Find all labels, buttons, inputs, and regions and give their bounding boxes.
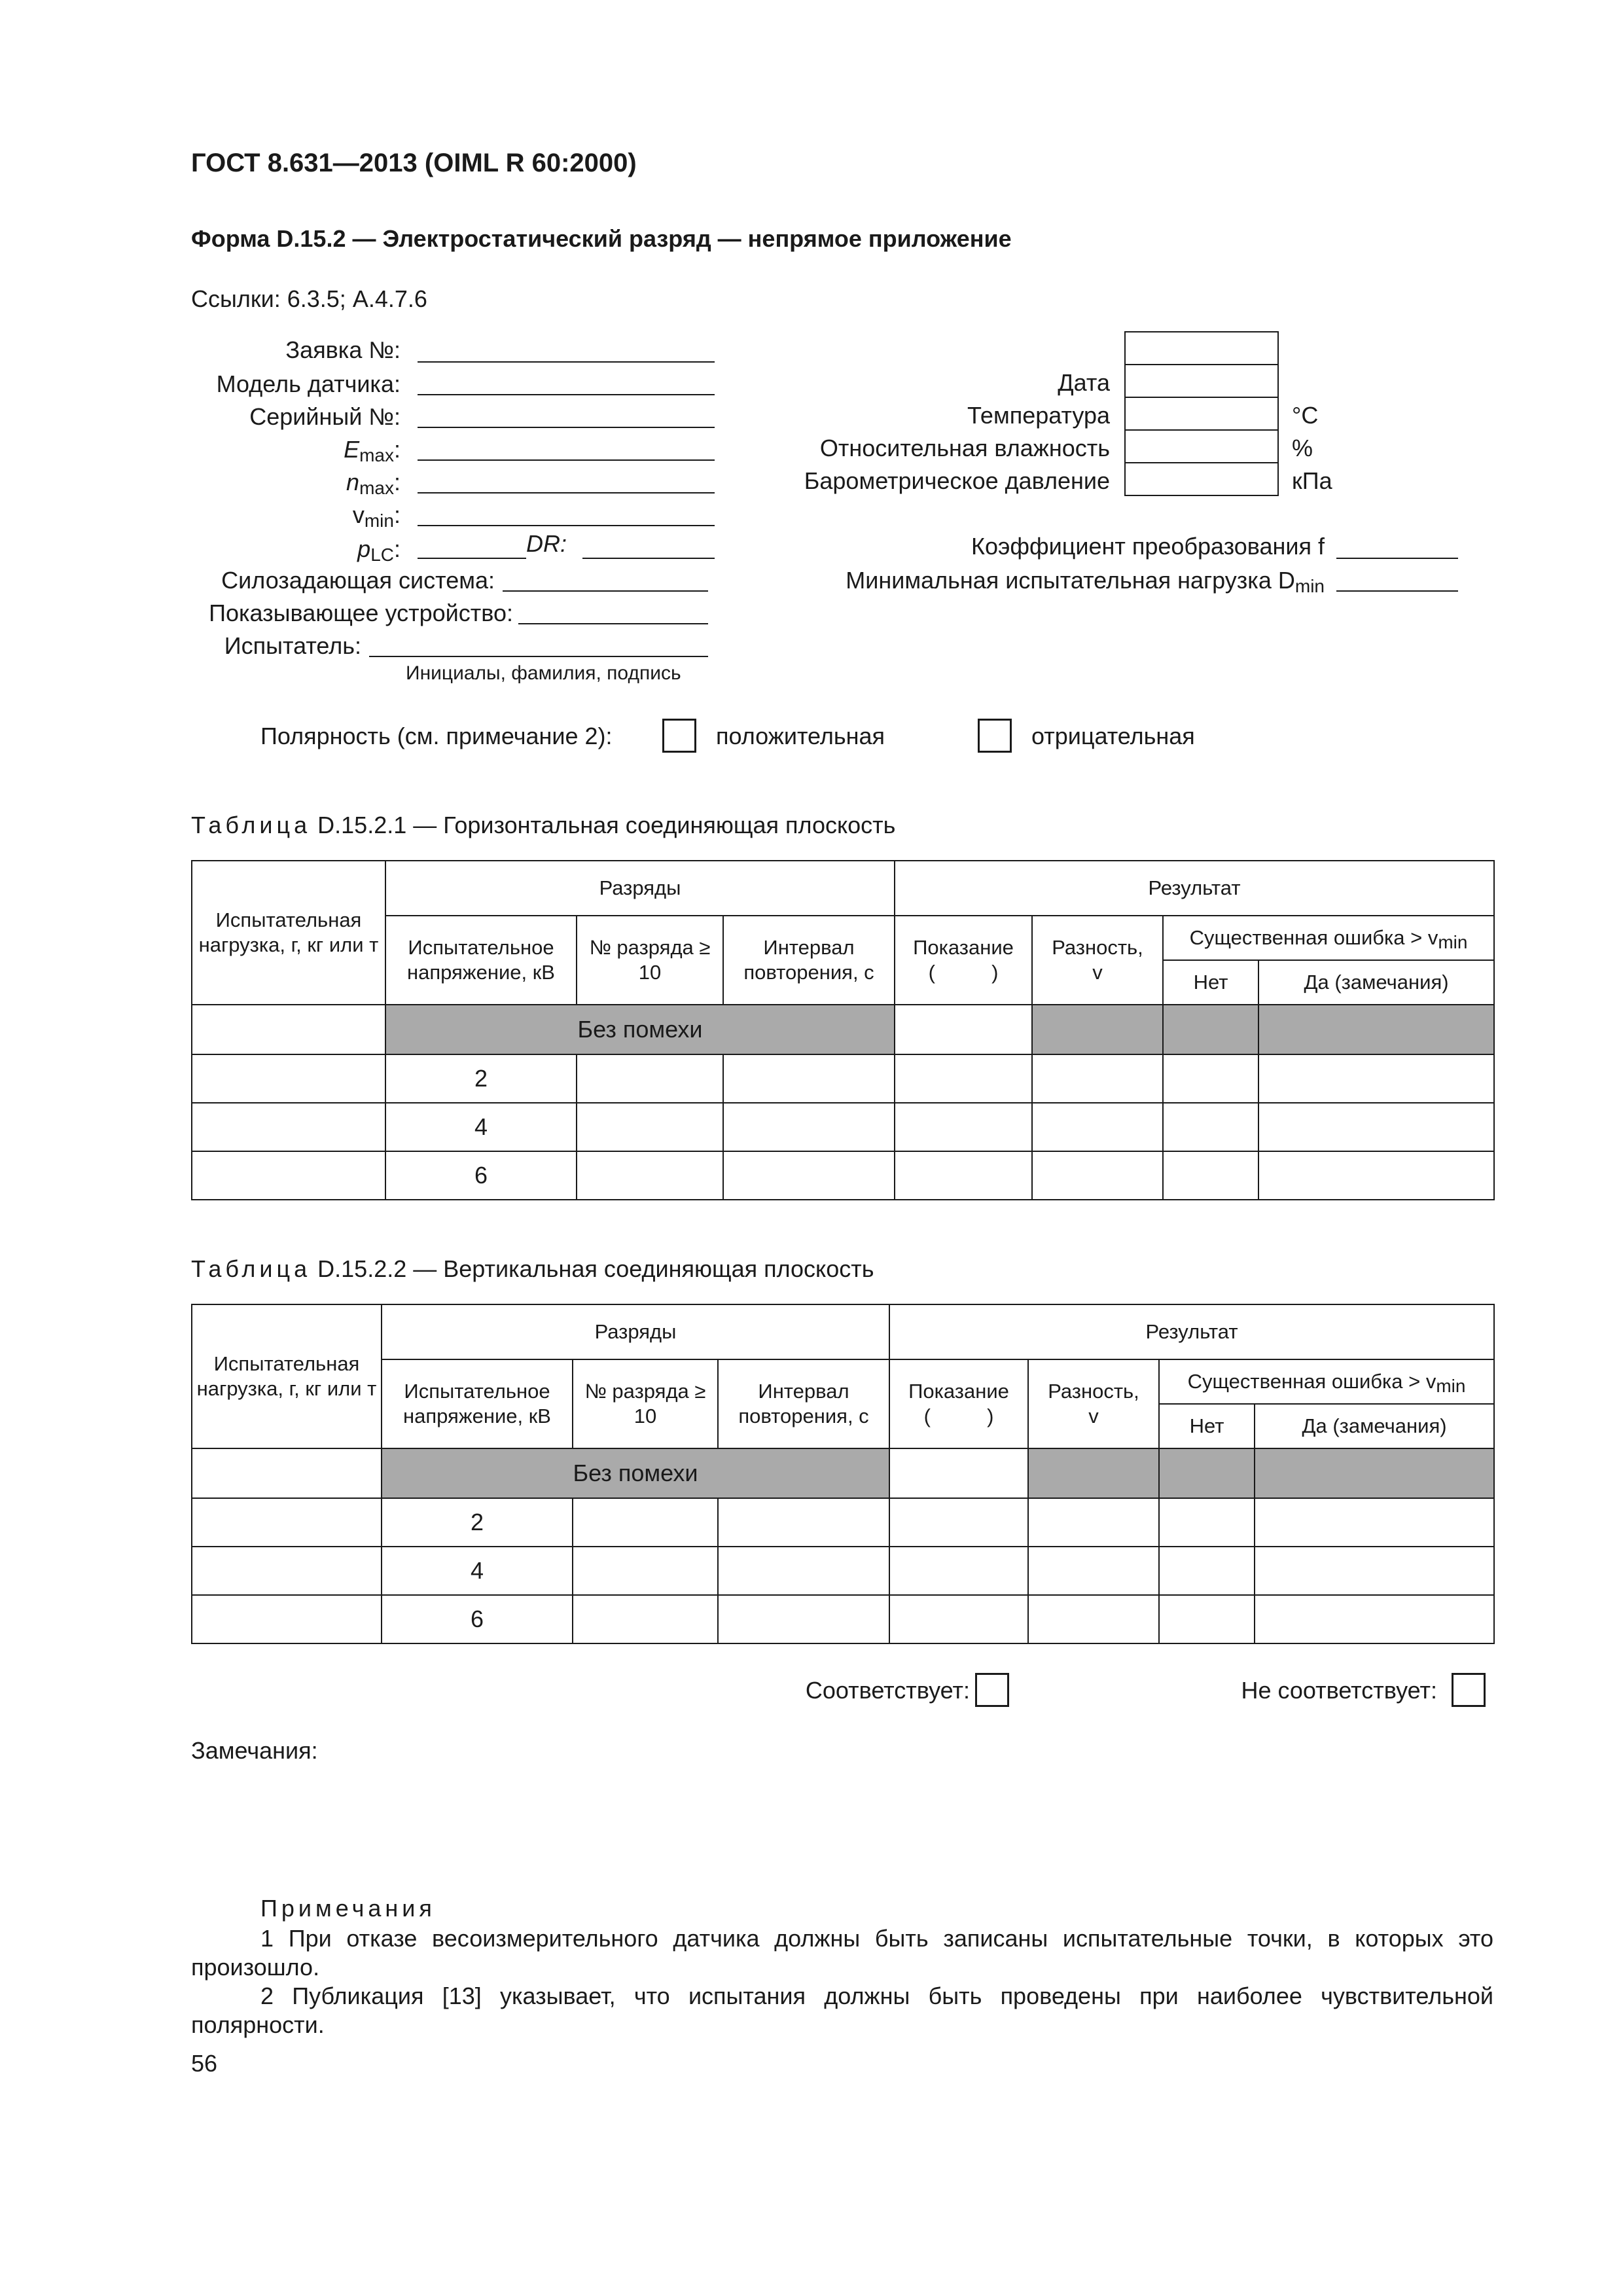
negative-label: отрицательная bbox=[1031, 723, 1195, 749]
notes-body bbox=[191, 1924, 1493, 2039]
force-system-label: Силозадающая система: bbox=[221, 567, 495, 594]
table-cell[interactable] bbox=[718, 1595, 889, 1643]
row-label: 4 bbox=[385, 1103, 577, 1151]
positive-checkbox[interactable] bbox=[662, 719, 696, 753]
plc-field[interactable] bbox=[418, 558, 526, 559]
table-row bbox=[192, 1547, 1494, 1595]
humidity-unit: % bbox=[1292, 435, 1313, 461]
notes-title: Примечания bbox=[260, 1895, 436, 1922]
table-cell[interactable] bbox=[1255, 1498, 1494, 1547]
table-cell[interactable] bbox=[573, 1498, 718, 1547]
table-cell[interactable] bbox=[1258, 1151, 1494, 1200]
row-label: 2 bbox=[382, 1498, 573, 1547]
indicator-field[interactable] bbox=[518, 623, 708, 624]
tester-field[interactable] bbox=[369, 656, 708, 657]
not-conforms-checkbox[interactable] bbox=[1452, 1673, 1486, 1707]
indicator-label: Показывающее устройство: bbox=[209, 600, 513, 626]
note-2-cont: полярности. bbox=[191, 2011, 325, 2038]
no-interference-row: Без помехи bbox=[385, 1005, 895, 1054]
table-cell[interactable] bbox=[1032, 1103, 1163, 1151]
tester-caption: Инициалы, фамилия, подпись bbox=[406, 662, 681, 684]
no-interference-row: Без помехи bbox=[382, 1448, 889, 1498]
table-cell[interactable] bbox=[1163, 1103, 1258, 1151]
table-cell[interactable] bbox=[895, 1151, 1032, 1200]
min-load-field[interactable] bbox=[1336, 590, 1458, 592]
header-discharges: Разряды bbox=[382, 1304, 889, 1359]
table-cell[interactable] bbox=[889, 1498, 1028, 1547]
table-cell[interactable] bbox=[1028, 1547, 1159, 1595]
positive-label: положительная bbox=[716, 723, 885, 749]
serial-field[interactable] bbox=[418, 427, 715, 428]
table-cell[interactable] bbox=[723, 1151, 895, 1200]
gray-cell bbox=[1159, 1448, 1255, 1498]
references: Ссылки: 6.3.5; A.4.7.6 bbox=[191, 285, 427, 312]
header-test-voltage: Испытательное напряжение, кВ bbox=[382, 1359, 573, 1448]
coefficient-label: Коэффициент преобразования f bbox=[971, 533, 1325, 560]
table-cell[interactable] bbox=[1028, 1498, 1159, 1547]
table-cell[interactable] bbox=[1032, 1054, 1163, 1103]
table-cell[interactable] bbox=[889, 1595, 1028, 1643]
note-1: 1 При отказе весоизмерительного датчика должны быть записаны испытательные точки, в которых это bbox=[260, 1925, 1493, 1952]
sensor-model-label: Модель датчика: bbox=[216, 370, 401, 397]
header-difference: Разность, v bbox=[1028, 1359, 1159, 1448]
sensor-model-field[interactable] bbox=[418, 394, 715, 395]
header-result: Результат bbox=[889, 1304, 1494, 1359]
table-cell[interactable] bbox=[192, 1498, 382, 1547]
header-discharges: Разряды bbox=[385, 861, 895, 916]
vmin-label: $v_{min}$: bbox=[352, 501, 401, 531]
nmax-field[interactable] bbox=[418, 492, 715, 493]
table-cell[interactable] bbox=[895, 1054, 1032, 1103]
table2-caption: Таблица D.15.2.2 — Вертикальная соединяющая плоскость bbox=[191, 1255, 874, 1282]
header-reading: Показание ( ) bbox=[889, 1359, 1028, 1448]
dr-label: DR: bbox=[526, 530, 567, 557]
table-cell[interactable] bbox=[192, 1595, 382, 1643]
header-no: Нет bbox=[1159, 1404, 1255, 1448]
page-number: 56 bbox=[191, 2050, 218, 2077]
table-row bbox=[192, 1054, 1494, 1103]
table-cell[interactable] bbox=[192, 1547, 382, 1595]
table-row bbox=[192, 1103, 1494, 1151]
table-cell[interactable] bbox=[895, 1103, 1032, 1151]
header-result: Результат bbox=[895, 861, 1494, 916]
humidity-label: Относительная влажность bbox=[819, 435, 1110, 461]
not-conforms-label: Не соответствует: bbox=[1241, 1677, 1437, 1704]
date-label: Дата bbox=[1058, 369, 1110, 396]
table-cell[interactable] bbox=[889, 1448, 1028, 1498]
blank-box bbox=[1124, 331, 1279, 365]
emax-field[interactable] bbox=[418, 459, 715, 461]
negative-checkbox[interactable] bbox=[978, 719, 1012, 753]
table1-caption: Таблица D.15.2.1 — Горизонтальная соединяющая плоскость bbox=[191, 812, 896, 838]
table-cell[interactable] bbox=[192, 1103, 385, 1151]
table-cell[interactable] bbox=[1163, 1151, 1258, 1200]
row-label: 2 bbox=[385, 1054, 577, 1103]
header-test-voltage: Испытательное напряжение, кВ bbox=[385, 916, 577, 1005]
table-cell[interactable] bbox=[1159, 1595, 1255, 1643]
table-cell[interactable] bbox=[573, 1547, 718, 1595]
temperature-box[interactable] bbox=[1124, 397, 1279, 431]
table-cell[interactable] bbox=[1255, 1595, 1494, 1643]
table-row bbox=[192, 1595, 1494, 1643]
table-cell[interactable] bbox=[1032, 1151, 1163, 1200]
table-cell[interactable] bbox=[573, 1595, 718, 1643]
header-no: Нет bbox=[1163, 960, 1258, 1005]
temperature-label: Температура bbox=[967, 402, 1110, 429]
conforms-checkbox[interactable] bbox=[975, 1673, 1009, 1707]
table-cell[interactable] bbox=[1028, 1595, 1159, 1643]
dr-field[interactable] bbox=[582, 558, 715, 559]
table-cell[interactable] bbox=[577, 1103, 723, 1151]
table-cell[interactable] bbox=[718, 1547, 889, 1595]
note-1-cont: произошло. bbox=[191, 1954, 320, 1981]
pressure-unit: кПа bbox=[1292, 467, 1332, 494]
table-cell[interactable] bbox=[718, 1498, 889, 1547]
row-label: 6 bbox=[382, 1595, 573, 1643]
header-discharge-no: № разряда ≥ 10 bbox=[573, 1359, 718, 1448]
coefficient-field[interactable] bbox=[1336, 558, 1458, 559]
table-cell[interactable] bbox=[723, 1054, 895, 1103]
humidity-box[interactable] bbox=[1124, 429, 1279, 463]
table1 bbox=[191, 860, 1495, 1200]
form-title: Форма D.15.2 — Электростатический разряд — непрямое приложение bbox=[191, 225, 1012, 252]
header-test-load: Испытательная нагрузка, г, кг или т bbox=[192, 1304, 382, 1448]
table-row bbox=[192, 1498, 1494, 1547]
standard-title: ГОСТ 8.631—2013 (OIML R 60:2000) bbox=[191, 149, 637, 177]
table-cell[interactable] bbox=[723, 1103, 895, 1151]
header-reading: Показание ( ) bbox=[895, 916, 1032, 1005]
header-significant-error: Существенная ошибка > $v_{min}$ bbox=[1163, 916, 1494, 960]
row-label: 4 bbox=[382, 1547, 573, 1595]
table-cell[interactable] bbox=[1163, 1054, 1258, 1103]
table-cell[interactable] bbox=[1159, 1547, 1255, 1595]
pressure-box[interactable] bbox=[1124, 462, 1279, 496]
gray-cell bbox=[1028, 1448, 1159, 1498]
table-cell[interactable] bbox=[1258, 1103, 1494, 1151]
application-field[interactable] bbox=[418, 361, 715, 363]
nmax-label: $n_{max}$: bbox=[346, 469, 401, 498]
header-test-load: Испытательная нагрузка, г, кг или т bbox=[192, 861, 385, 1005]
table2 bbox=[191, 1304, 1495, 1644]
date-box[interactable] bbox=[1124, 364, 1279, 398]
polarity-label: Полярность (см. примечание 2): bbox=[260, 723, 613, 749]
table-cell[interactable] bbox=[192, 1054, 385, 1103]
note-2: 2 Публикация [13] указывает, что испытания должны быть проведены при наиболее чувствительной bbox=[260, 1982, 1493, 2009]
remarks-label: Замечания: bbox=[191, 1737, 318, 1764]
gray-cell bbox=[1032, 1005, 1163, 1054]
table-cell[interactable] bbox=[192, 1151, 385, 1200]
header-yes: Да (замечания) bbox=[1255, 1404, 1494, 1448]
header-repeat-interval: Интервал повторения, с bbox=[718, 1359, 889, 1448]
serial-label: Серийный №: bbox=[249, 403, 401, 430]
application-label: Заявка №: bbox=[285, 336, 401, 363]
header-significant-error: Существенная ошибка > $v_{min}$ bbox=[1159, 1359, 1494, 1404]
gray-cell bbox=[1163, 1005, 1258, 1054]
table-cell[interactable] bbox=[577, 1151, 723, 1200]
header-repeat-interval: Интервал повторения, с bbox=[723, 916, 895, 1005]
plc-label: $p_{LC}$: bbox=[357, 535, 401, 565]
table-cell[interactable] bbox=[192, 1005, 385, 1054]
temperature-unit: °C bbox=[1292, 402, 1319, 429]
table-cell[interactable] bbox=[1255, 1547, 1494, 1595]
table-cell[interactable] bbox=[577, 1054, 723, 1103]
tester-label: Испытатель: bbox=[224, 632, 361, 659]
min-load-label: Минимальная испытательная нагрузка $D_{min}$ bbox=[846, 567, 1325, 596]
table-cell[interactable] bbox=[1258, 1054, 1494, 1103]
table-cell[interactable] bbox=[192, 1448, 382, 1498]
table-row bbox=[192, 1151, 1494, 1200]
header-yes: Да (замечания) bbox=[1258, 960, 1494, 1005]
table-cell[interactable] bbox=[889, 1547, 1028, 1595]
pressure-label: Барометрическое давление bbox=[804, 467, 1110, 494]
row-label: 6 bbox=[385, 1151, 577, 1200]
emax-label: $E_{max}$: bbox=[344, 436, 401, 465]
vmin-field[interactable] bbox=[418, 525, 715, 526]
header-discharge-no: № разряда ≥ 10 bbox=[577, 916, 723, 1005]
conforms-label: Соответствует: bbox=[805, 1677, 970, 1704]
force-system-field[interactable] bbox=[503, 590, 708, 592]
gray-cell bbox=[1258, 1005, 1494, 1054]
table-cell[interactable] bbox=[895, 1005, 1032, 1054]
header-difference: Разность, v bbox=[1032, 916, 1163, 1005]
gray-cell bbox=[1255, 1448, 1494, 1498]
table-cell[interactable] bbox=[1159, 1498, 1255, 1547]
